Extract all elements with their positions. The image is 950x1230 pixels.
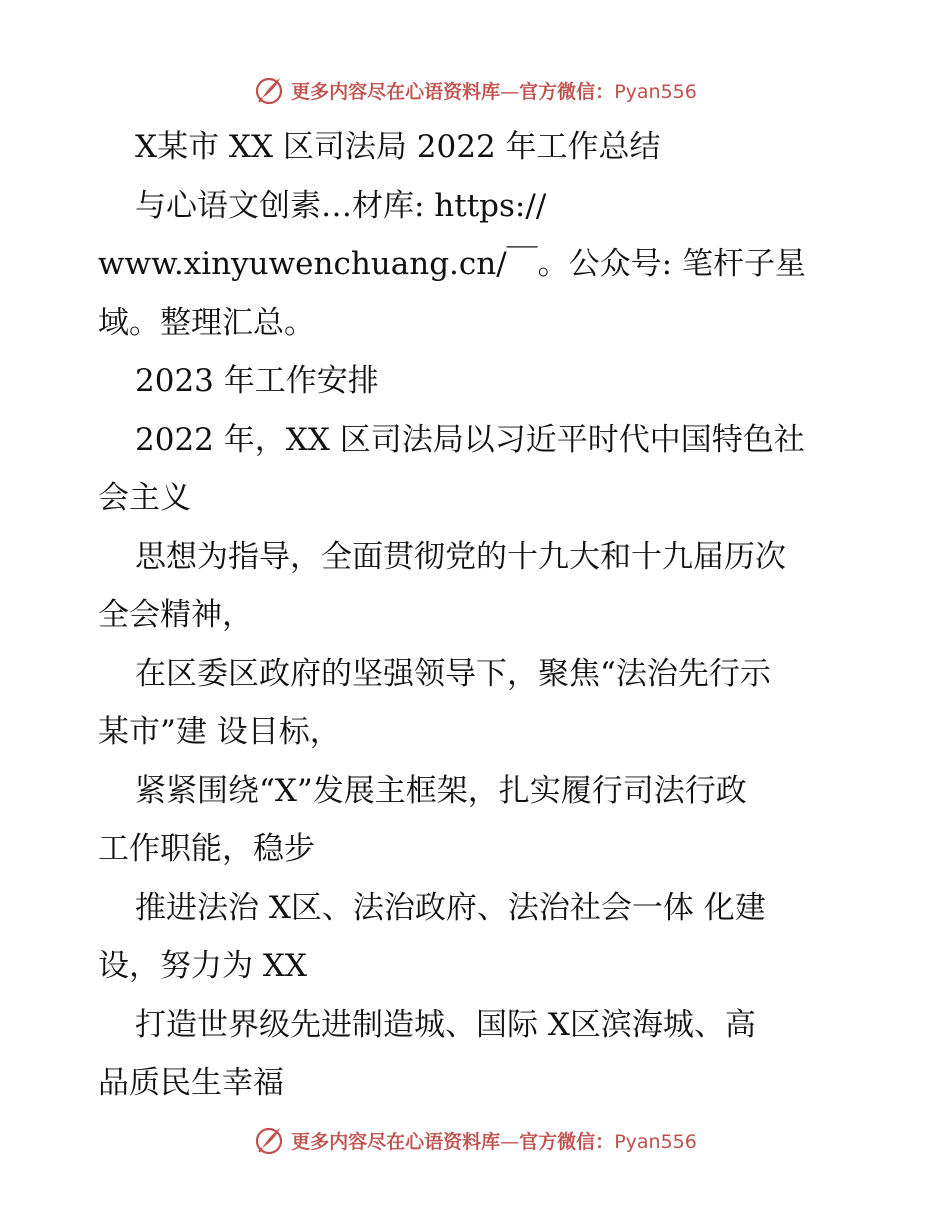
watermark-official-label: 官方微信：	[519, 1130, 615, 1153]
watermark-site-text: 更多内容尽在心语资料库	[291, 80, 501, 103]
paragraph-line: 思想为指导，全面贯彻党的十九大和十九届历次	[135, 538, 786, 575]
feather-pen-logo-icon	[253, 74, 285, 106]
paragraph-line: 品质民生幸福	[98, 1065, 284, 1101]
paragraph-line: www.xinyuwenchuang.cn/￣。公众号: 笔杆子星	[98, 246, 806, 282]
watermark-separator: —	[500, 1130, 520, 1153]
footer-watermark	[0, 1120, 950, 1160]
watermark-group	[253, 1124, 697, 1156]
watermark-site-text: 更多内容尽在心语资料库	[291, 1130, 501, 1153]
header-watermark	[0, 70, 950, 110]
paragraph-line: 在区委区政府的坚强领导下，聚焦“法治先行示	[135, 655, 771, 692]
watermark-account: Pyan556	[614, 80, 697, 103]
watermark-account: Pyan556	[614, 1130, 697, 1153]
paragraph-line: 推进法治 X区、法治政府、法治社会一体 化建	[135, 889, 766, 926]
paragraph-line: 工作职能，稳步	[98, 831, 315, 867]
paragraph-line: 全会精神，	[98, 597, 253, 633]
paragraph-line: 会主义	[98, 480, 191, 516]
paragraph-line: 紧紧围绕“X”发展主框架，扎实履行司法行政	[135, 772, 747, 809]
watermark-text	[291, 77, 697, 104]
watermark-group	[253, 74, 697, 106]
paragraph-line: 2022 年，XX 区司法局以习近平时代中国特色社	[135, 421, 805, 458]
paragraph-line: 域。整理汇总。	[98, 304, 315, 341]
paragraph-line: 打造世界级先进制造城、国际 X区滨海城、高	[135, 1006, 756, 1043]
watermark-separator: —	[500, 80, 520, 103]
watermark-text	[291, 1127, 697, 1154]
feather-pen-logo-icon	[253, 1124, 285, 1156]
paragraph-line: 与心语文创素…材库: https://	[135, 187, 547, 224]
document-title: X某市 XX 区司法局 2022 年工作总结	[135, 129, 661, 165]
section-heading: 2023 年工作安排	[135, 363, 379, 399]
paragraph-line: 设，努力为 XX	[98, 948, 307, 984]
paragraph-line: 某市”建 设目标，	[98, 714, 341, 750]
watermark-official-label: 官方微信：	[519, 80, 615, 103]
document-body	[98, 118, 858, 1113]
